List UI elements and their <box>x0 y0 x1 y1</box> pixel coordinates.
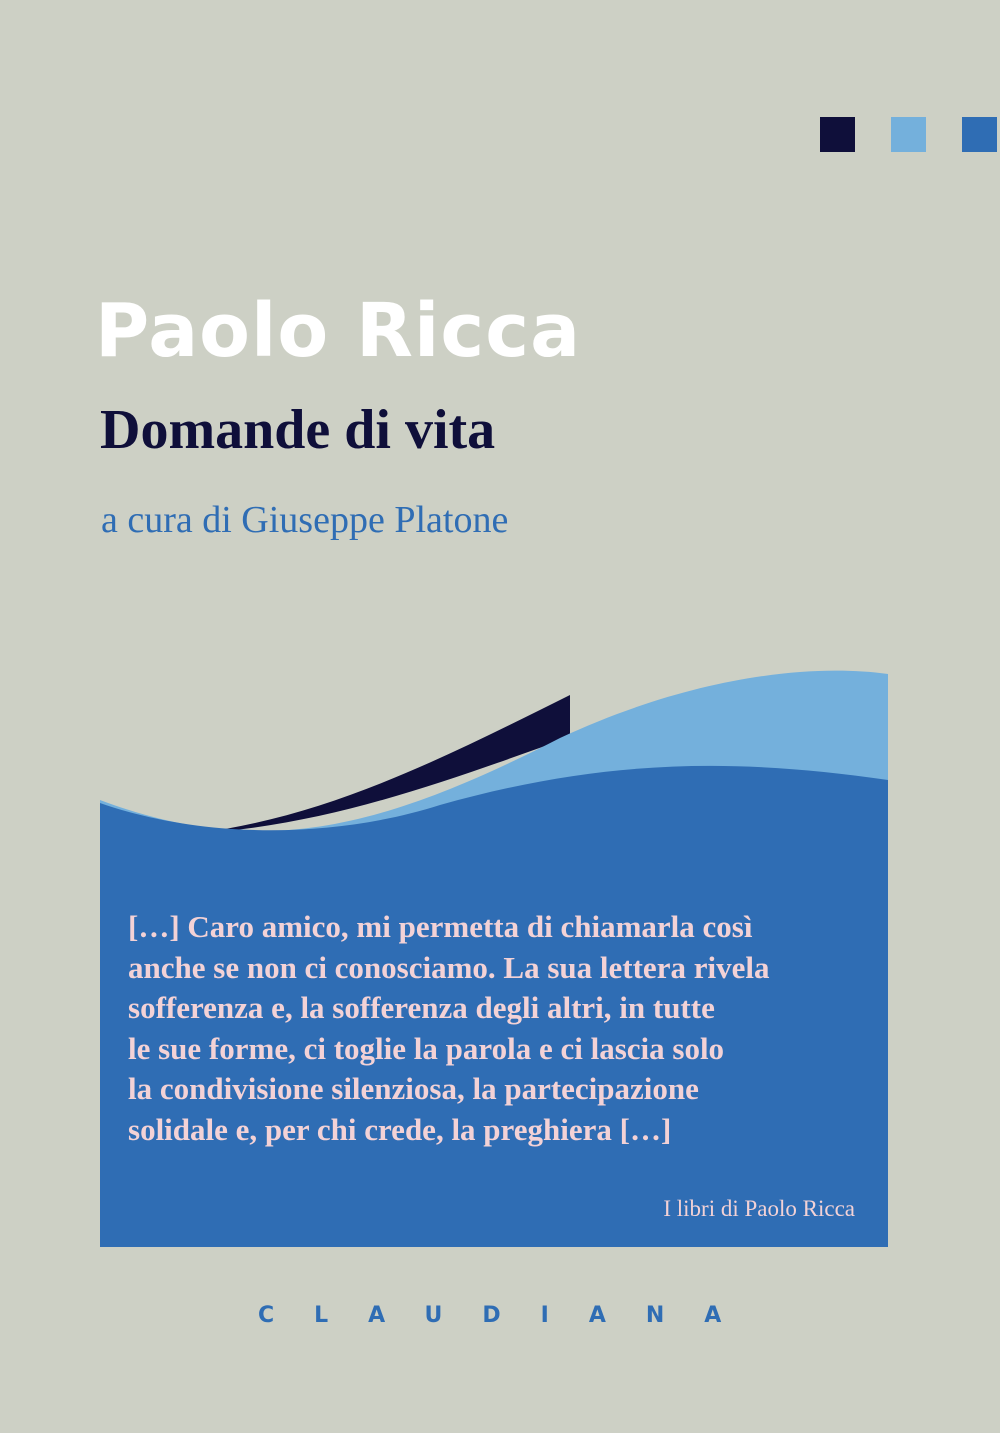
author-name: Paolo Ricca <box>95 288 582 374</box>
quote-line: anche se non ci conosciamo. La sua lettera rivela <box>128 949 770 985</box>
series-name: I libri di Paolo Ricca <box>663 1196 855 1221</box>
editor-credit: a cura di Giuseppe Platone <box>101 499 509 541</box>
quote-line: sofferenza e, la sofferenza degli altri, in tutte <box>128 990 715 1026</box>
back-cover-quote <box>128 907 868 1151</box>
book-title: Domande di vita <box>100 399 496 461</box>
quote-line: […] Caro amico, mi permetta di chiamarla così <box>128 909 753 944</box>
publisher-name: CLAUDIANA <box>258 1303 762 1328</box>
quote-line: la condivisione silenziosa, la partecipazione <box>128 1071 699 1107</box>
quote-line: le sue forme, ci toglie la parola e ci lascia solo <box>128 1030 725 1066</box>
quote-line: solidale e, per chi crede, la preghiera […] <box>128 1111 672 1147</box>
